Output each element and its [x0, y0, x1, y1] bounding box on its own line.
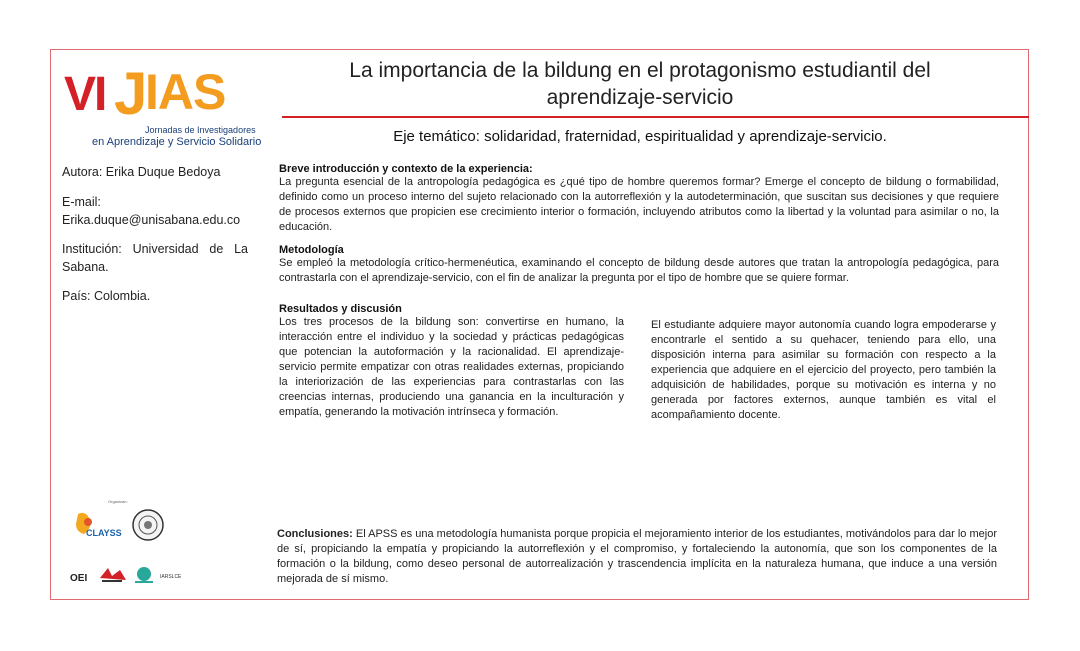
- title-line-1: La importancia de la bildung en el protagonismo estudiantil del: [349, 59, 931, 82]
- results-heading: Resultados y discusión: [279, 303, 402, 315]
- conclusions: [277, 527, 997, 587]
- title-divider: [282, 116, 1029, 118]
- method-section: [279, 244, 999, 286]
- country: País: Colombia.: [62, 289, 151, 303]
- logo-subtitle-2: en Aprendizaje y Servicio Solidario: [92, 136, 262, 148]
- logo-j: J: [114, 60, 148, 127]
- results-right: [651, 318, 996, 423]
- logo-vi: VI: [64, 68, 106, 121]
- conclusions-heading: Conclusiones:: [277, 528, 353, 540]
- method-text: Se empleó la metodología crítico-hermenéutica, examinando el concepto de bildung desde autores que tratan la antropología pedagógica, para contrastarla con el aprendizaje-servicio, con el fin de analizar la pregunta por el tipo de hombre que se quiere formar.: [279, 257, 999, 284]
- conclusions-text: El APSS es una metodología humanista porque propicia el mejoramiento interior de los estudiantes, motivándolos para dar lo mejor de sí, propiciando la empatía y propiciando la autorreflexión y el compromiso, y fortaleciendo la autonomía, que son los componentes de la formación o la bildung, como deseo personal de autorrealización y trascendencia implícita en la naturaleza humana, que induce a una versión mejorada de sí mismo.: [277, 528, 997, 585]
- logo-ias: IAS: [145, 64, 226, 120]
- title-line-2: aprendizaje-servicio: [546, 86, 734, 109]
- method-heading: Metodología: [279, 244, 344, 256]
- intro-text: La pregunta esencial de la antropología pedagógica es ¿qué tipo de hombre queremos formar? Emerge el concepto de bildung o formabilidad, definido como un proceso interno del sujeto relacionado con la autorreflexión y la autodeterminación, que suscitan sus decisiones y que requiere de procesos externos que propicien ese crecimiento interior o formación, incluyendo atributos como la libertad y la voluntad para asimilar o no, la educación.: [279, 176, 999, 233]
- logo-subtitle-1: Jornadas de Investigadores: [145, 125, 256, 135]
- oei-logo: OEI: [70, 573, 88, 584]
- results-text-right: El estudiante adquiere mayor autonomía cuando logra empoderarse y encontrarle el sentido a su quehacer, teniendo para ello, una disposición interna para asimilar su formación con respecto a la experiencia que adquiere en el ejercicio del proyecto, pero también la adquisición de habilidades, porque su motivación es interna y no generada por factores externos, aunque también es vital el acompañamiento docente.: [651, 319, 996, 421]
- clayss-text: CLAYSS: [86, 528, 122, 538]
- email-label: E-mail:: [62, 195, 101, 209]
- university-seal-icon: [132, 509, 164, 541]
- poster-title: [290, 57, 990, 111]
- intro-heading: Breve introducción y contexto de la experiencia:: [279, 163, 533, 175]
- institution: Institución: Universidad de La Sabana.: [62, 242, 248, 274]
- results-text-left: Los tres procesos de la bildung son: convertirse en humano, la interacción entre el individuo y la sociedad y prácticas pedagógicas que potencian la autoformación y la racionalidad. El aprendizaje-servicio permite empatizar con otras realidades externas, propiciando la interiorización de las experiencias para contrastarlas con las creencias internas, produciendo una ganancia en la inculturación y empatía, generando la motivación intrínseca y formación.: [279, 316, 624, 418]
- clayss-logo: [72, 510, 126, 540]
- iarslce-logo: IARSLCE: [160, 574, 182, 580]
- red-iberoamericana-icon: [98, 566, 128, 584]
- eje-tematico: Eje temático: solidaridad, fraternidad, espiritualidad y aprendizaje-servicio.: [393, 128, 887, 145]
- intro-section: [279, 163, 999, 235]
- results-left: [279, 303, 624, 420]
- email-value[interactable]: Erika.duque@unisabana.edu.co: [62, 213, 241, 227]
- author-name: Autora: Erika Duque Bedoya: [62, 165, 221, 179]
- uniservitate-icon: [133, 565, 155, 585]
- organizan-label: Organizan:: [108, 499, 128, 504]
